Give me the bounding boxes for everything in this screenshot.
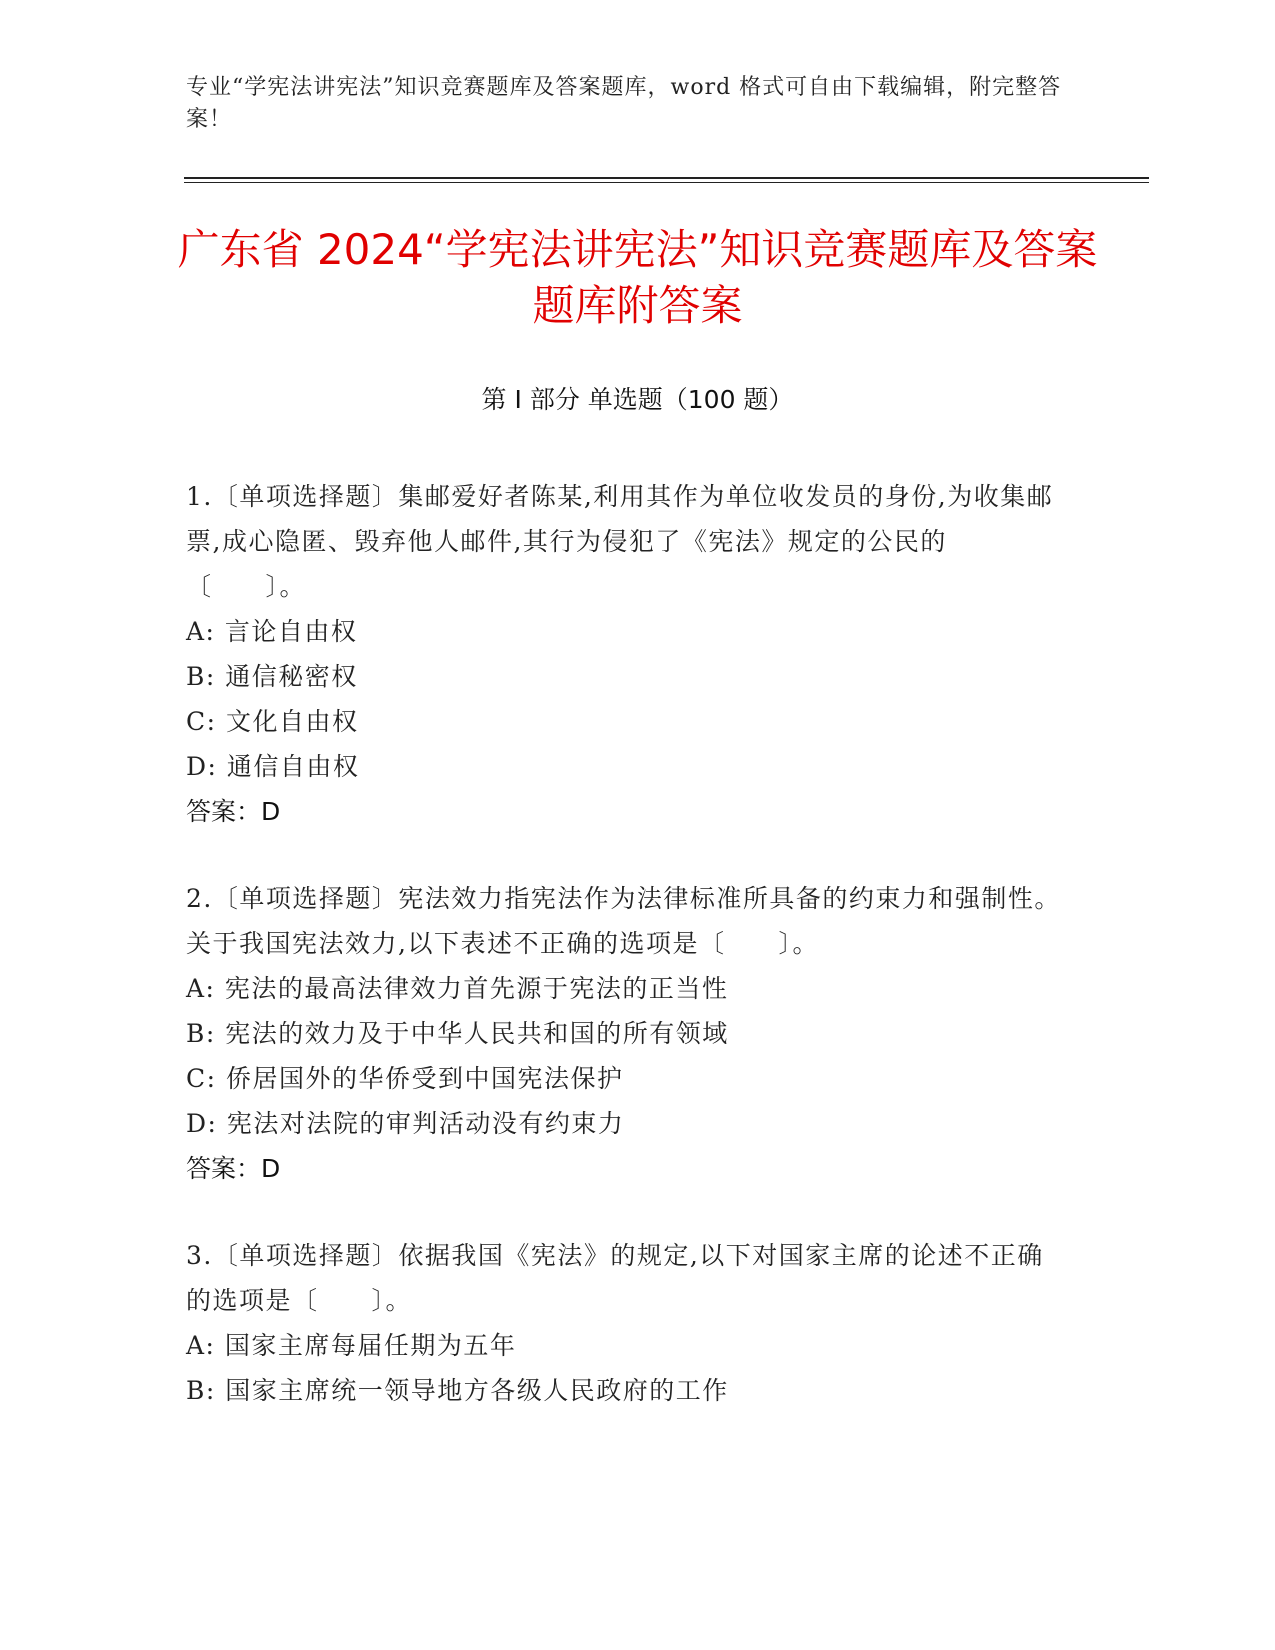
question-stem: 1.〔单项选择题〕集邮爱好者陈某,利用其作为单位收发员的身份,为收集邮票,成心隐匿、毁弃他人邮件,其行为侵犯了《宪法》规定的公民的〔 〕。	[186, 482, 1054, 601]
header-divider-thin	[184, 182, 1149, 183]
option-b: B: 国家主席统一领导地方各级人民政府的工作	[186, 1376, 729, 1405]
option-c: C: 文化自由权	[186, 707, 359, 736]
option-b: B: 通信秘密权	[186, 662, 358, 691]
option-c: C: 侨居国外的华侨受到中国宪法保护	[186, 1064, 624, 1093]
header-divider-thick	[184, 177, 1149, 179]
option-a: A: 宪法的最高法律效力首先源于宪法的正当性	[186, 974, 729, 1003]
document-title: 广东省 2024“学宪法讲宪法”知识竞赛题库及答案题库附答案	[177, 225, 1098, 330]
question-item	[186, 474, 1066, 834]
option-b: B: 宪法的效力及于中华人民共和国的所有领域	[186, 1019, 729, 1048]
section-title: 第 I 部分 单选题（100 题）	[481, 385, 794, 414]
question-item	[186, 876, 1066, 1191]
question-list	[186, 474, 1066, 1455]
option-d: D: 通信自由权	[186, 752, 360, 781]
option-a: A: 言论自由权	[186, 617, 358, 646]
answer-line: 答案：D	[186, 797, 281, 826]
option-a: A: 国家主席每届任期为五年	[186, 1331, 517, 1360]
question-stem: 2.〔单项选择题〕宪法效力指宪法作为法律标准所具备的约束力和强制性。关于我国宪法效力,以下表述不正确的选项是〔 〕。	[186, 884, 1061, 958]
answer-line: 答案：D	[186, 1154, 281, 1183]
question-stem: 3.〔单项选择题〕依据我国《宪法》的规定,以下对国家主席的论述不正确的选项是〔 〕。	[186, 1241, 1044, 1315]
header-note: 专业“学宪法讲宪法”知识竞赛题库及答案题库，word 格式可自由下载编辑，附完整答案！	[186, 75, 1062, 132]
option-d: D: 宪法对法院的审判活动没有约束力	[186, 1109, 625, 1138]
question-item	[186, 1233, 1066, 1413]
